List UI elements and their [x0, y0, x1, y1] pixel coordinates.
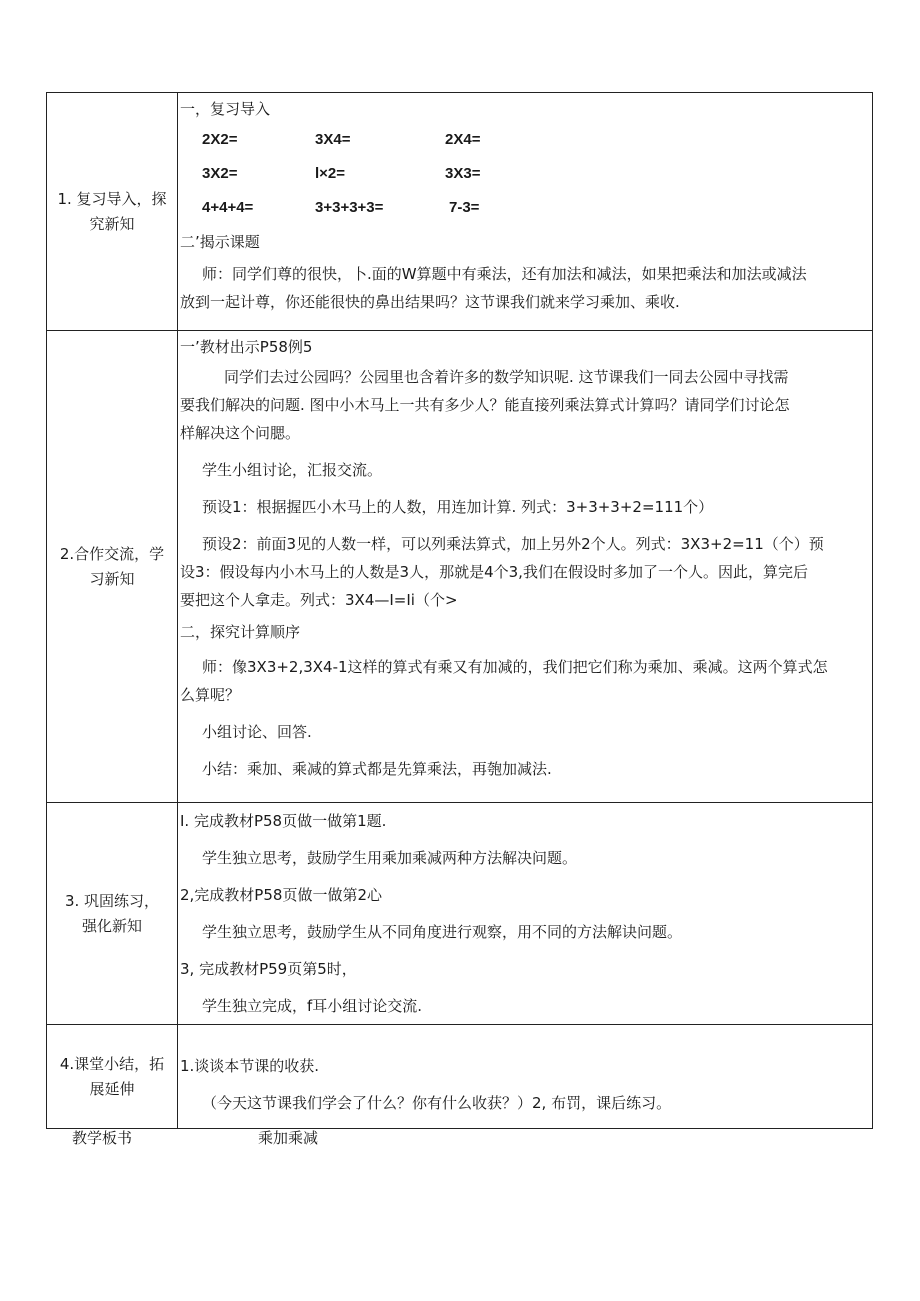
expression: l×2= — [315, 165, 346, 182]
stage-label-line: 3. 巩固练习， — [64, 891, 160, 910]
paragraph: 预设1：根据握匹小木马上的人数，用连加计算. 列式：3+3+3+2=111个） — [202, 498, 714, 516]
paragraph: 3, 完成教材P59页第5时， — [180, 960, 357, 978]
table-row — [47, 803, 873, 1025]
paragraph: 放到一起计尊，你还能很快的鼻出结果吗？这节课我们就来学习乘加、乘收. — [180, 293, 680, 311]
stage-label-line: 习新知 — [89, 569, 135, 588]
expression-row — [180, 196, 870, 220]
paragraph: 预设2：前面3见的人数一样，可以列乘法算式，加上另外2个人。列式：3X3+2=11（个）预 — [202, 535, 824, 553]
board-label: 教学板书 — [72, 1129, 133, 1147]
stage-label-line: 究新知 — [89, 214, 135, 233]
expression: 2X4= — [445, 131, 481, 148]
paragraph: 小结：乘加、乘减的算式都是先算乘法，再匏加减法. — [202, 760, 552, 778]
table-row — [47, 93, 873, 331]
paragraph: 小组讨论、回答. — [202, 723, 312, 741]
paragraph: 要我们解决的问题. 图中小木马上一共有多少人？能直接列乘法算式计算吗？请同学们讨论怎 — [180, 396, 790, 414]
paragraph: （今天这节课我们学会了什么？你有什么收获？）2, 布罚，课后练习。 — [202, 1094, 672, 1112]
paragraph: 师：像3X3+2,3X4-1这样的算式有乘又有加减的，我们把它们称为乘加、乘减。这两个算式怎 — [202, 658, 828, 676]
expression: 4+4+4= — [202, 199, 254, 216]
stage-content — [178, 331, 873, 803]
stage-label-line: 2.合作交流，学 — [59, 544, 165, 563]
section-heading: 一’教材出示P58例5 — [180, 338, 313, 356]
stage-label-line: 展延伸 — [89, 1079, 135, 1098]
paragraph: I. 完成教材P58页做一做第1题. — [180, 812, 387, 830]
stage-content — [178, 803, 873, 1025]
paragraph: 学生小组讨论，汇报交流。 — [202, 461, 383, 479]
table-row — [47, 331, 873, 803]
stage-label — [47, 803, 178, 1025]
paragraph: 同学们去过公园吗？公园里也含着许多的数学知识呢. 这节课我们一同去公园中寻找需 — [224, 368, 789, 386]
expression-row — [180, 162, 870, 186]
paragraph: 1.谈谈本节课的收获. — [180, 1057, 320, 1075]
paragraph: 么算呢？ — [180, 686, 241, 704]
expression: 3+3+3+3= — [315, 199, 384, 216]
stage-label — [47, 1025, 178, 1129]
expression: 2X2= — [202, 131, 238, 148]
lesson-plan-table — [46, 92, 873, 1129]
paragraph: 学生独立思考，鼓励学生从不同角度进行观察，用不同的方法解诀问题。 — [202, 923, 683, 941]
table-row — [47, 1025, 873, 1129]
expression: 7-3= — [449, 199, 480, 216]
stage-label-line: 4.课堂小结，拓 — [59, 1054, 165, 1073]
stage-label — [47, 93, 178, 331]
stage-label-line: 1. 复习导入，探 — [57, 189, 167, 208]
expression: 3X4= — [315, 131, 351, 148]
section-heading: 一，复习导入 — [180, 100, 271, 118]
expression-row — [180, 128, 870, 152]
paragraph: 设3：假设每内小木马上的人数是3人，那就是4个3,我们在假设时多加了一个人。因此，算完后 — [180, 563, 808, 581]
expression: 3X2= — [202, 165, 238, 182]
expression: 3X3= — [445, 165, 481, 182]
board-content: 乘加乘减 — [258, 1129, 319, 1147]
stage-label-line: 强化新知 — [81, 916, 142, 935]
section-heading: 二’揭示课题 — [180, 233, 260, 251]
paragraph: 师：同学们尊的很快，卜.面的W算题中有乘法，还有加法和减法，如果把乘法和加法或减法 — [202, 265, 807, 283]
stage-label — [47, 331, 178, 803]
paragraph: 2,完成教材P58页做一做第2心 — [180, 886, 382, 904]
stage-content — [178, 1025, 873, 1129]
section-heading: 二，探究计算顺序 — [180, 623, 301, 641]
paragraph: 要把这个人拿走。列式：3X4—I=Ii（个> — [180, 591, 458, 609]
paragraph: 学生独立完成，f耳小组讨论交流. — [202, 997, 423, 1015]
stage-content — [178, 93, 873, 331]
paragraph: 样解决这个问腮。 — [180, 424, 301, 442]
paragraph: 学生独立思考，鼓励学生用乘加乘减两种方法解决问题。 — [202, 849, 578, 867]
